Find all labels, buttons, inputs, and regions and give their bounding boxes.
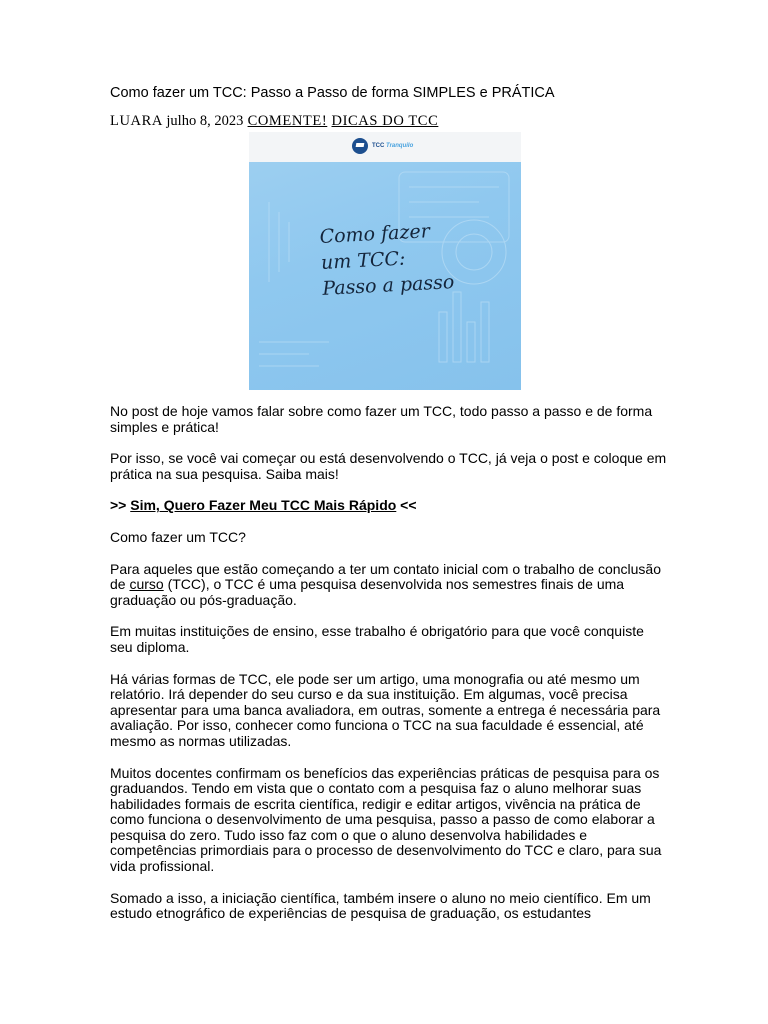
section-heading: Como fazer um TCC?	[110, 528, 246, 545]
paragraph-obrigatorio: Em muitas instituições de ensino, esse trabalho é obrigatório para que você conquiste seu diploma.	[110, 623, 644, 655]
logo-text-accent: Tranquilo	[386, 143, 414, 149]
article-meta	[110, 112, 670, 130]
author-name: LUARA	[110, 113, 163, 129]
paragraph-definition	[110, 562, 670, 609]
curso-link[interactable]: curso	[129, 576, 164, 593]
article-title: Como fazer um TCC: Passo a Passo de forma SIMPLES e PRÁTICA	[110, 85, 555, 101]
brand-logo	[352, 138, 413, 154]
hero-caption-line-2: um TCC:	[320, 247, 406, 274]
category-link[interactable]: DICAS DO TCC	[331, 113, 439, 129]
logo-text-primary: TCC	[372, 143, 385, 149]
paragraph-docentes: Muitos docentes confirmam os benefícios das experiências práticas de pesquisa para os graduandos. Tendo em vista que o contato com a pesquisa faz o aluno melhorar suas habilidades formais de escrita científica, redigir e editar artigos, vivência na prática de como funciona o desenvolvimento de uma pesquisa, passo a passo de como elaborar a pesquisa do zero. Tudo isso faz com o que o aluno desenvolva habilidades e competências primordiais para o processo de desenvolvimento do TCC e claro, para sua vida profissional.	[110, 764, 662, 875]
cta-link[interactable]: Sim, Quero Fazer Meu TCC Mais Rápido	[130, 497, 397, 514]
paragraph-definition-start: Para aqueles que estão começando a ter um contato inicial com o trabalho de conclusão de	[110, 560, 662, 593]
hero-caption-line-3: Passo a passo	[321, 271, 455, 300]
paragraph-definition-end: (TCC), o TCC é uma pesquisa desenvolvida nos semestres finais de uma graduação ou pós-graduação.	[110, 576, 625, 608]
hero-caption	[319, 215, 493, 302]
paragraph-saiba-mais: Por isso, se você vai começar ou está desenvolvendo o TCC, já veja o post e coloque em prática na sua pesquisa. Saiba mais!	[110, 450, 667, 482]
comment-link[interactable]: COMENTE!	[247, 113, 328, 129]
cta-prefix: >>	[110, 497, 131, 514]
hero-caption-line-1: Como fazer	[319, 220, 431, 248]
article-body	[110, 404, 670, 938]
document-page	[110, 84, 670, 922]
publish-date: julho 8, 2023	[166, 113, 244, 129]
paragraph-intro: No post de hoje vamos falar sobre como fazer um TCC, todo passo a passo e de forma simples e prática!	[110, 403, 653, 435]
paragraph-iniciacao: Somado a isso, a iniciação científica, também insere o aluno no meio científico. Em um estudo etnográfico de experiências de pesquisa de graduação, os estudantes	[110, 889, 651, 922]
paragraph-formas: Há várias formas de TCC, ele pode ser um artigo, uma monografia ou até mesmo um relatório. Irá depender do seu curso e da sua instituição. Em algumas, você precisa apresentar para uma banca avaliadora, em outras, somente a entrega é necessária para avaliação. Por isso, conhecer como funciona o TCC na sua faculdade é essencial, até mesmo as normas utilizadas.	[110, 670, 661, 749]
graduation-cap-icon	[352, 138, 368, 154]
cta-suffix: <<	[396, 497, 417, 514]
hero-image	[249, 132, 521, 390]
cta-line	[110, 498, 670, 514]
